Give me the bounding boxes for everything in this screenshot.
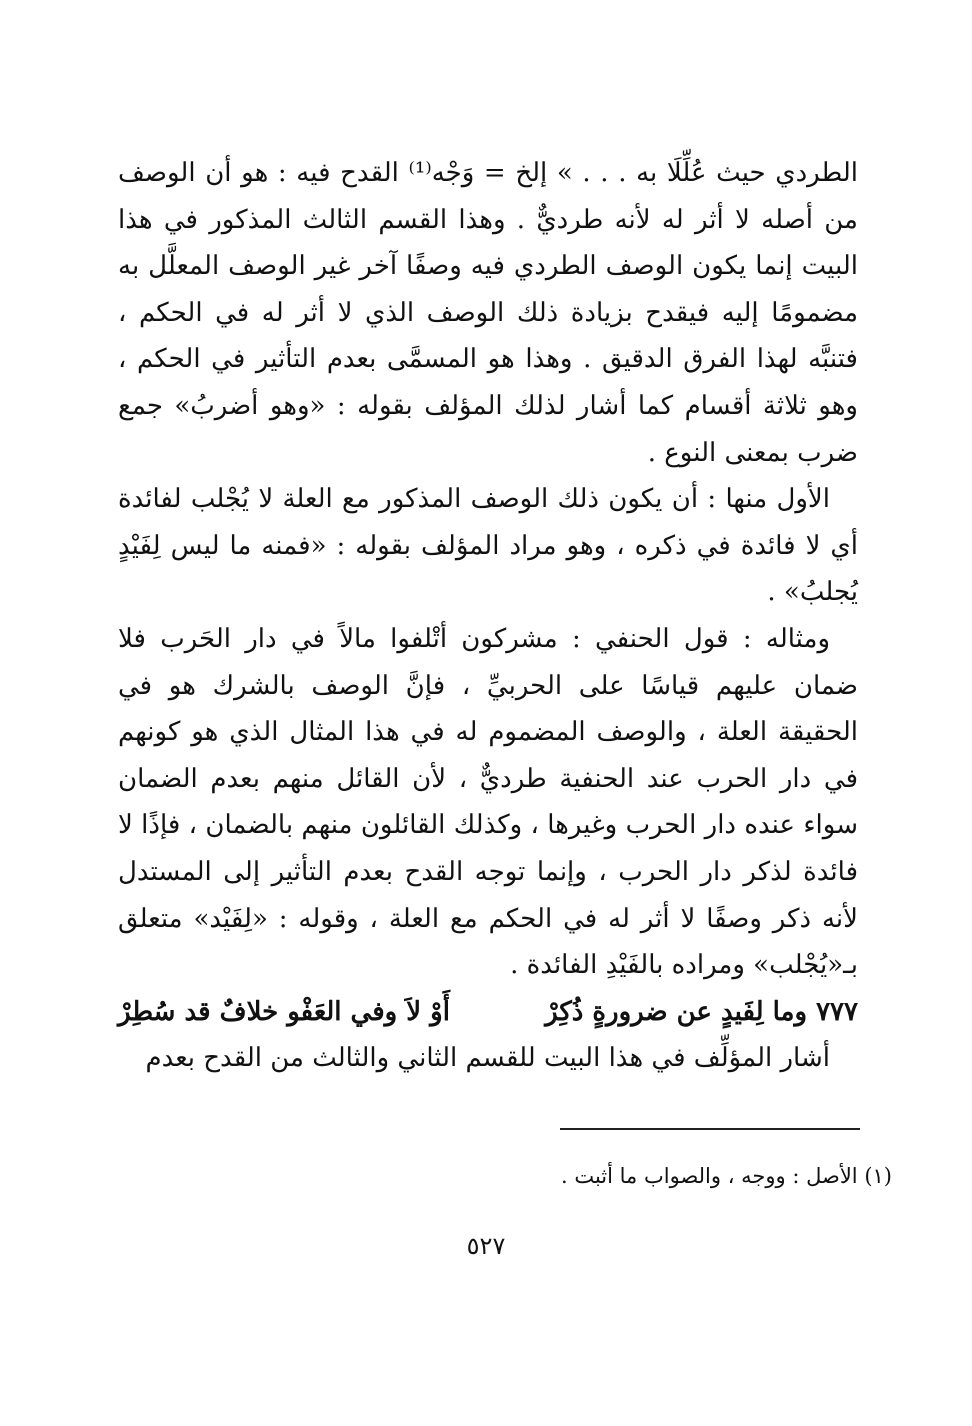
verse-first-hemistich xyxy=(545,989,858,1036)
footnote-divider xyxy=(560,1128,860,1130)
paragraph-example: ومثاله : قول الحنفي : مشركون أتْلفوا مالاً في دار الحَرب فلا ضمان عليهم قياسًا على الحربيِّ ، فإنَّ الوصف بالشرك هو في الحقيقة العلة ، والوصف المضموم له في هذا المثال الذي هو كونهم في دار الحرب عند الحنفية طرديٌّ ، لأن القائل منهم بعدم الضمان سواء عنده دار الحرب وغيرها ، وكذلك القائلون منهم بالضمان ، فإذًا لا فائدة لذكر دار الحرب ، وإنما توجه القدح بعدم التأثير إلى المستدل لأنه ذكر وصفًا لا أثر له في الحكم مع العلة ، وقوله : «لِفَيْد» متعلق بـ«يُجْلب» ومراده بالفَيْدِ الفائدة . xyxy=(118,623,858,981)
paragraph-intro: الطردي حيث عُلِّلَا به . . . » إلخ = وَجْه⁽¹⁾ القدح فيه : هو أن الوصف من أصله لا أثر له لأنه طرديٌّ . وهذا القسم الثالث المذكور في هذا البيت إنما يكون الوصف الطردي فيه وصفًا آخر غير الوصف المعلَّل به مضمومًا إليه فيقدح بزيادة ذلك الوصف الذي لا أثر له في الحكم ، فتنبَّه لهذا الفرق الدقيق . وهذا هو المسمَّى بعدم التأثير في الحكم ، وهو ثلاثة أقسام كما أشار لذلك المؤلف بقوله : «وهو أضربُ» جمع ضرب بمعنى النوع . xyxy=(118,158,858,468)
main-text-block xyxy=(118,150,858,1082)
paragraph-closing: أشار المؤلِّف في هذا البيت للقسم الثاني والثالث من القدح بعدم xyxy=(145,1043,830,1074)
paragraph-first-type: الأول منها : أن يكون ذلك الوصف المذكور مع العلة لا يُجْلب لفائدة أي لا فائدة في ذكره ، وهو مراد المؤلف بقوله : «فمنه ما ليس لِفَيْدٍ يُجلبُ» . xyxy=(118,484,858,608)
verse-second-hemistich: أَوْ لاَ وفي العَفْو خلافٌ قد سُطِرْ xyxy=(118,996,450,1027)
verse-number: ٧٧٧ xyxy=(816,996,858,1027)
footnote: (١) الأصل : ووجه ، والصواب ما أثبت . xyxy=(561,1164,892,1188)
verse-line xyxy=(118,989,858,1036)
verse-first-text: وما لِفَيدٍ عن ضرورةٍ ذُكِرْ xyxy=(545,996,808,1027)
page-number: ٥٢٧ xyxy=(466,1232,506,1260)
